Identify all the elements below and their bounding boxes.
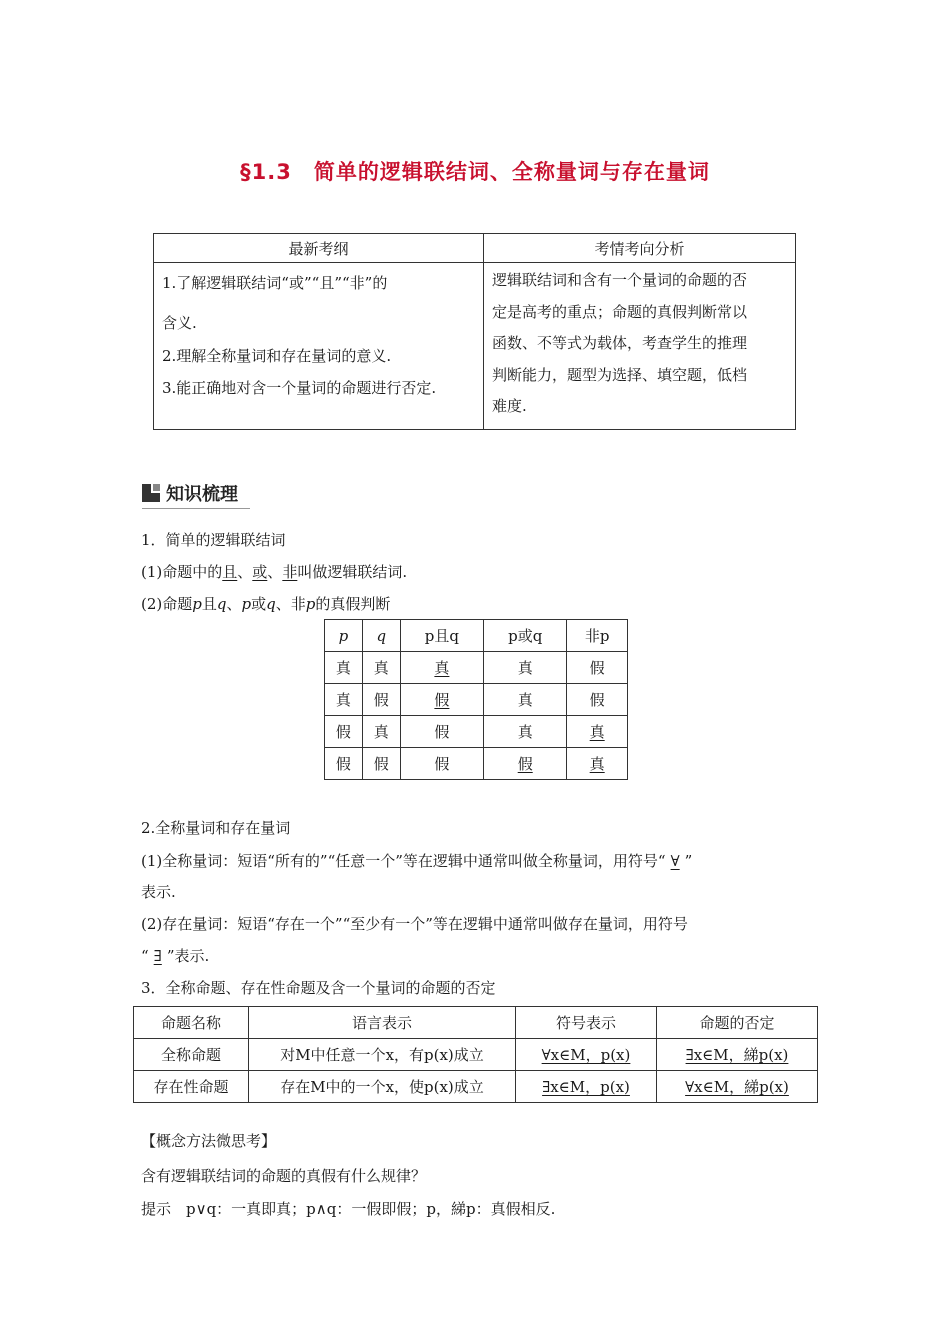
analysis-line: 判断能力，题型为选择、填空题，低档 [492,365,748,384]
table-row: 假 真 假 真 真 [325,716,628,748]
table-row: 假 假 假 假 真 [325,748,628,780]
blank-answer: ∀ [670,852,680,870]
table-header: 命题的否定 [657,1007,818,1039]
table-header: q [362,620,400,652]
table-header: 最新考纲 [154,234,484,263]
table-header: p [325,620,363,652]
table-row: 真 真 真 真 假 [325,652,628,684]
blank-answer: 假 [434,691,450,709]
table-row: 存在性命题 存在M中的一个x，使p(x)成立 ∃x∈M，p(x) ∀x∈M，綈p(x) [134,1071,818,1103]
analysis-line: 定是高考的重点；命题的真假判断常以 [492,302,748,321]
section-label: 知识梳理 [166,484,238,505]
table-header: 非p [567,620,628,652]
table-header: 语言表示 [249,1007,516,1039]
item3-heading: 3．全称命题、存在性命题及含一个量词的命题的否定 [141,979,496,997]
think-answer: 提示 p∨q：一真即真；p∧q：一假即假；p，綈p：真假相反. [141,1200,556,1218]
analysis-line: 函数、不等式为载体，考查学生的推理 [492,334,748,352]
item1-sub2: (2)命题p且q、p或q、非p的真假判断 [141,595,391,613]
table-header: 考情考向分析 [484,234,796,263]
table-row: 真 假 假 真 假 [325,684,628,716]
page-title: §1.3 简单的逻辑联结词、全称量词与存在量词 [240,160,710,184]
item2-line3: (2)存在量词：短语“存在一个”“至少有一个”等在逻辑中通常叫做存在量词，用符号 [141,915,688,933]
item2-line4: “ ∃ ”表示. [141,947,210,965]
item1-sub1: (1)命题中的且、或、非叫做逻辑联结词. [141,563,408,581]
exam-outline-table [153,233,796,430]
analysis-line: 难度. [492,397,527,415]
blank-answer: 真 [589,723,605,741]
blank-answer: 假 [517,755,533,773]
blank-answer: ∀x∈M，綈p(x) [685,1078,789,1096]
blank-answer: ∀x∈M，p(x) [541,1046,631,1064]
blank-answer: 真 [434,659,450,677]
think-label: 【概念方法微思考】 [141,1132,277,1150]
table-header: p或q [484,620,567,652]
table-header: 符号表示 [516,1007,657,1039]
outline-line: 3.能正确地对含一个量词的命题进行否定. [162,378,437,397]
think-question: 含有逻辑联结词的命题的真假有什么规律？ [141,1167,427,1185]
outline-line: 1.了解逻辑联结词“或”“且”“非”的 [162,274,388,292]
blank-answer: 且 [222,563,238,581]
outline-line: 含义. [162,313,197,332]
blank-answer: 非 [282,563,298,581]
item2-line2: 表示. [141,883,176,901]
item2-heading: 2.全称量词和存在量词 [141,819,291,837]
outline-line: 2.理解全称量词和存在量词的意义. [162,347,392,365]
blank-answer: 或 [252,563,268,581]
table-row: 全称命题 对M中任意一个x，有p(x)成立 ∀x∈M，p(x) ∃x∈M，綈p(x) [134,1039,818,1071]
table-header: p且q [400,620,483,652]
proposition-table [133,1006,818,1103]
blank-answer: ∃x∈M，p(x) [542,1078,630,1096]
table-header: 命题名称 [134,1007,249,1039]
blank-answer: ∃ [153,947,162,965]
blank-answer: ∃x∈M，綈p(x) [685,1046,789,1064]
outline-cell [154,263,484,430]
truth-table [324,619,628,780]
analysis-line: 逻辑联结词和含有一个量词的命题的否 [492,271,748,289]
item1-heading: 1．简单的逻辑联结词 [141,531,286,549]
analysis-cell [484,263,796,430]
section-heading [142,480,250,506]
blank-answer: 真 [589,755,605,773]
item2-line1: (1)全称量词：短语“所有的”“任意一个”等在逻辑中通常叫做全称量词，用符号“ ∀ ” [141,852,693,870]
